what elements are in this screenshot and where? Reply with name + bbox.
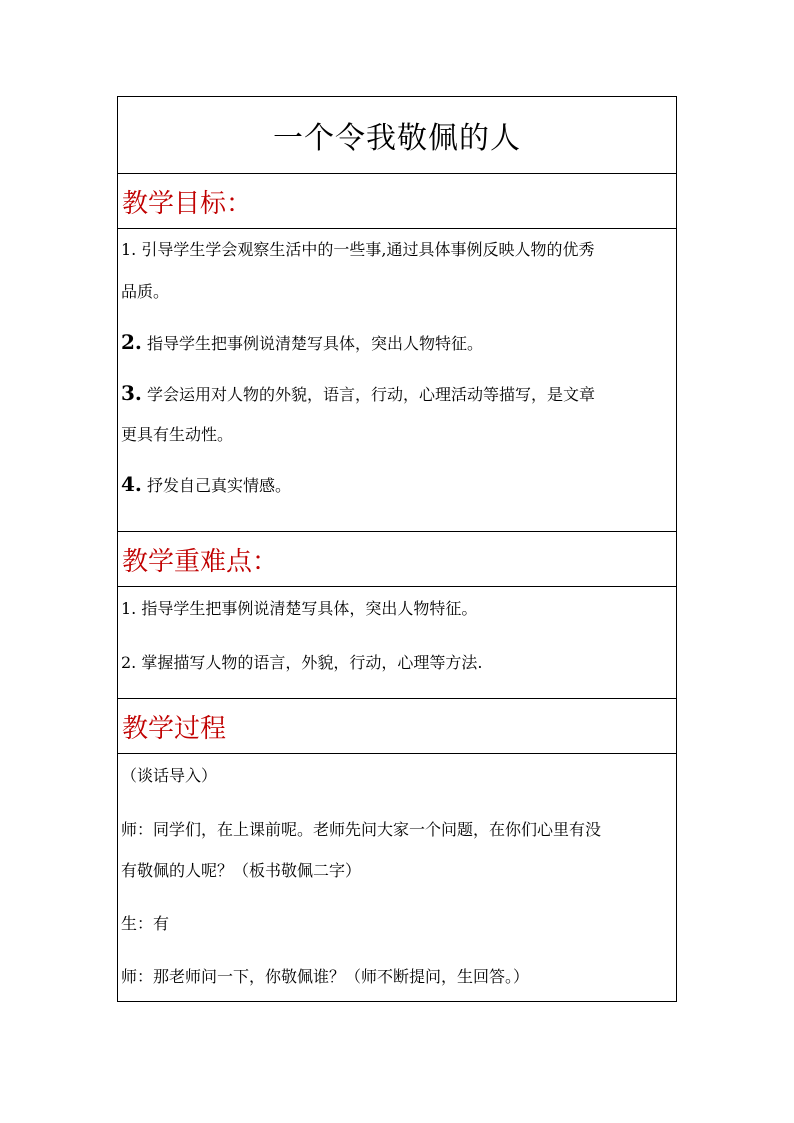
objective-2-text: 指导学生把事例说清楚写具体，突出人物特征。 bbox=[146, 334, 483, 353]
page-title: 一个令我敬佩的人 bbox=[273, 121, 521, 156]
objectives-content bbox=[118, 228, 676, 531]
process-line-4: 生：有 bbox=[121, 914, 170, 933]
process-line-2: 师：同学们，在上课前呢。老师先问大家一个问题，在你们心里有没 bbox=[121, 820, 602, 839]
objective-3-line-2: 更具有生动性。 bbox=[121, 425, 234, 444]
objective-1-number: 1. bbox=[121, 240, 137, 259]
objective-4-number: 4. bbox=[121, 472, 142, 496]
objective-2-number: 2. bbox=[121, 330, 142, 354]
objective-1-line-2: 品质。 bbox=[121, 282, 170, 301]
process-heading-row bbox=[118, 698, 676, 753]
objective-4-text: 抒发自己真实情感。 bbox=[146, 476, 291, 495]
objective-1-text: 引导学生学会观察生活中的一些事,通过具体事例反映人物的优秀 bbox=[141, 240, 595, 259]
key-point-1: 1. 指导学生把事例说清楚写具体，突出人物特征。 bbox=[121, 599, 478, 618]
process-line-3: 有敬佩的人呢？（板书敬佩二字） bbox=[121, 861, 362, 880]
objective-2 bbox=[121, 331, 673, 355]
objective-4 bbox=[121, 473, 673, 497]
process-line-1: （谈话导入） bbox=[121, 766, 218, 785]
key-points-content bbox=[118, 586, 676, 698]
objective-3-line-1 bbox=[121, 382, 673, 406]
objectives-heading: 教学目标： bbox=[122, 188, 253, 219]
lesson-plan-table bbox=[117, 96, 677, 1002]
process-heading: 教学过程 bbox=[122, 713, 227, 744]
objectives-heading-row bbox=[118, 173, 676, 228]
objective-3-number: 3. bbox=[121, 381, 142, 405]
objective-3-text: 学会运用对人物的外貌，语言，行动，心理活动等描写，是文章 bbox=[146, 385, 595, 404]
title-row bbox=[118, 97, 676, 173]
process-content bbox=[118, 753, 676, 1001]
process-line-5: 师：那老师问一下，你敬佩谁？（师不断提问，生回答。） bbox=[121, 967, 530, 986]
objective-1-line-1 bbox=[121, 239, 673, 261]
key-point-2: 2. 掌握描写人物的语言，外貌，行动，心理等方法. bbox=[121, 653, 483, 672]
key-points-heading: 教学重难点： bbox=[122, 546, 279, 577]
key-points-heading-row bbox=[118, 531, 676, 586]
